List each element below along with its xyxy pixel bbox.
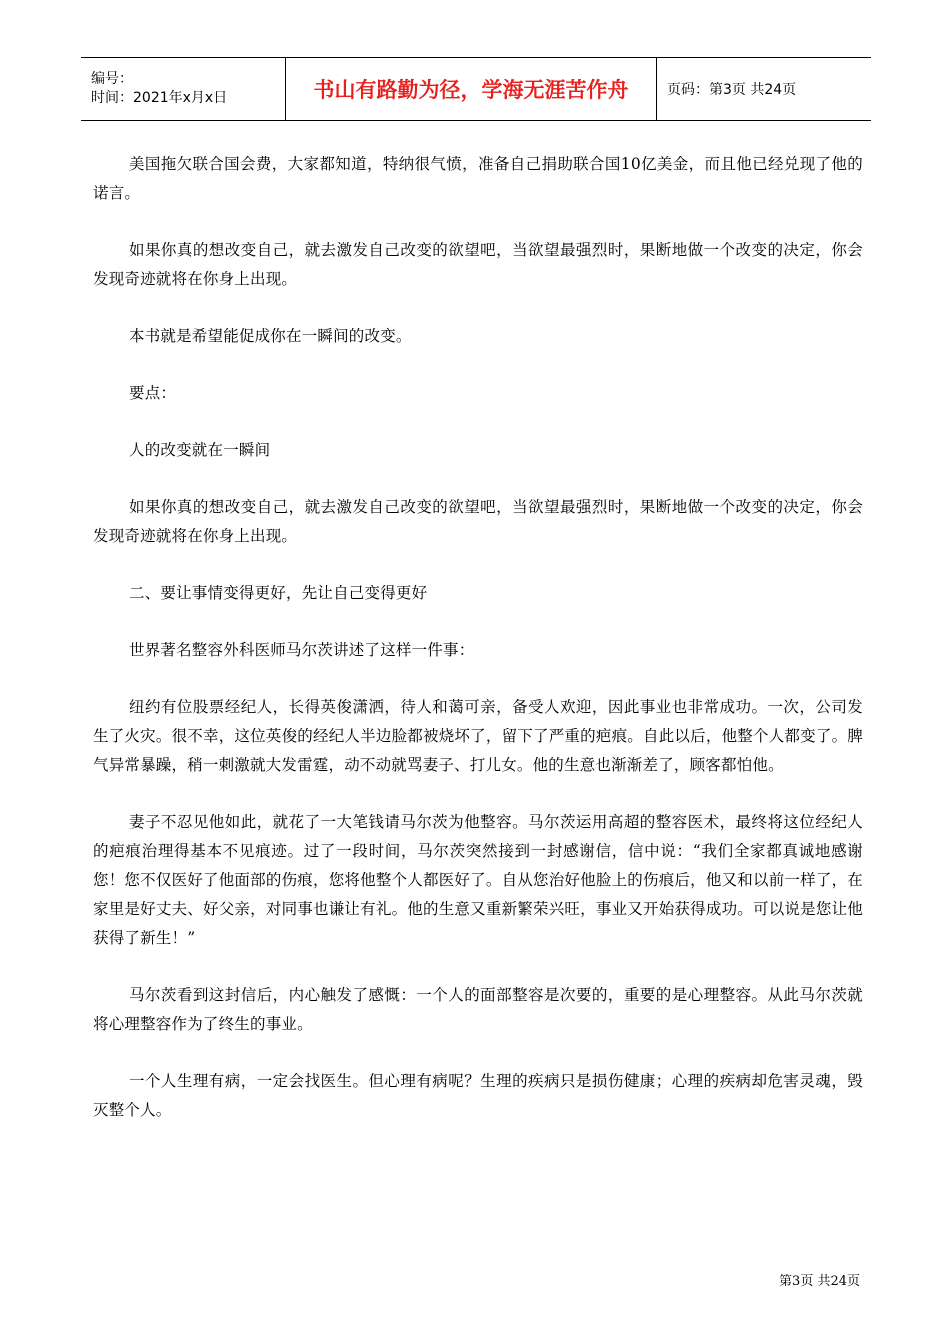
section-heading: 二、要让事情变得更好，先让自己变得更好 bbox=[129, 584, 428, 602]
header-info-cell bbox=[81, 58, 285, 120]
paragraph: 马尔茨看到这封信后，内心触发了感慨：一个人的面部整容是次要的，重要的是心理整容。从此马尔茨就将心理整容作为了终生的事业。 bbox=[93, 986, 863, 1033]
paragraph: 一个人生理有病，一定会找医生。但心理有病呢？生理的疾病只是损伤健康；心理的疾病却危害灵魂，毁灭整个人。 bbox=[93, 1072, 863, 1119]
page-header bbox=[81, 57, 871, 121]
paragraph: 美国拖欠联合国会费，大家都知道，特纳很气愤，准备自己捐助联合国10亿美金，而且他已经兑现了他的诺言。 bbox=[93, 155, 863, 202]
header-motto-cell bbox=[285, 58, 657, 120]
paragraph: 世界著名整容外科医师马尔茨讲述了这样一件事： bbox=[129, 641, 475, 659]
header-page-cell bbox=[657, 58, 871, 120]
key-point: 人的改变就在一瞬间 bbox=[129, 441, 271, 459]
header-page-number: 页码：第3页 共24页 bbox=[667, 82, 797, 98]
header-motto: 书山有路勤为径，学海无涯苦作舟 bbox=[313, 78, 629, 102]
document-body bbox=[93, 150, 863, 1153]
paragraph: 如果你真的想改变自己，就去激发自己改变的欲望吧，当欲望最强烈时，果断地做一个改变的决定，你会发现奇迹就将在你身上出现。 bbox=[93, 498, 863, 545]
document-date-label: 时间：2021年x月x日 bbox=[91, 90, 228, 106]
key-points-heading: 要点： bbox=[129, 384, 177, 402]
footer-page-number: 第3页 共24页 bbox=[779, 1274, 860, 1289]
paragraph: 妻子不忍见他如此，就花了一大笔钱请马尔茨为他整容。马尔茨运用高超的整容医术，最终将这位经纪人的疤痕治理得基本不见痕迹。过了一段时间，马尔茨突然接到一封感谢信，信中说：“我们全家都真诚地感谢您！您不仅医好了他面部的伤痕，您将他整个人都医好了。自从您治好他脸上的伤痕后，他又和以前一样了，在家里是好丈夫、好父亲，对同事也谦让有礼。他的生意又重新繁荣兴旺，事业又开始获得成功。可以说是您让他获得了新生！” bbox=[93, 813, 863, 947]
page-footer bbox=[779, 1270, 860, 1289]
paragraph: 如果你真的想改变自己，就去激发自己改变的欲望吧，当欲望最强烈时，果断地做一个改变的决定，你会发现奇迹就将在你身上出现。 bbox=[93, 241, 863, 288]
paragraph: 本书就是希望能促成你在一瞬间的改变。 bbox=[129, 327, 412, 345]
document-number-label: 编号： bbox=[91, 71, 133, 87]
paragraph: 纽约有位股票经纪人，长得英俊潇洒，待人和蔼可亲，备受人欢迎，因此事业也非常成功。一次，公司发生了火灾。很不幸，这位英俊的经纪人半边脸都被烧坏了，留下了严重的疤痕。自此以后，他整个人都变了。脾气异常暴躁，稍一刺激就大发雷霆，动不动就骂妻子、打儿女。他的生意也渐渐差了，顾客都怕他。 bbox=[93, 698, 863, 774]
